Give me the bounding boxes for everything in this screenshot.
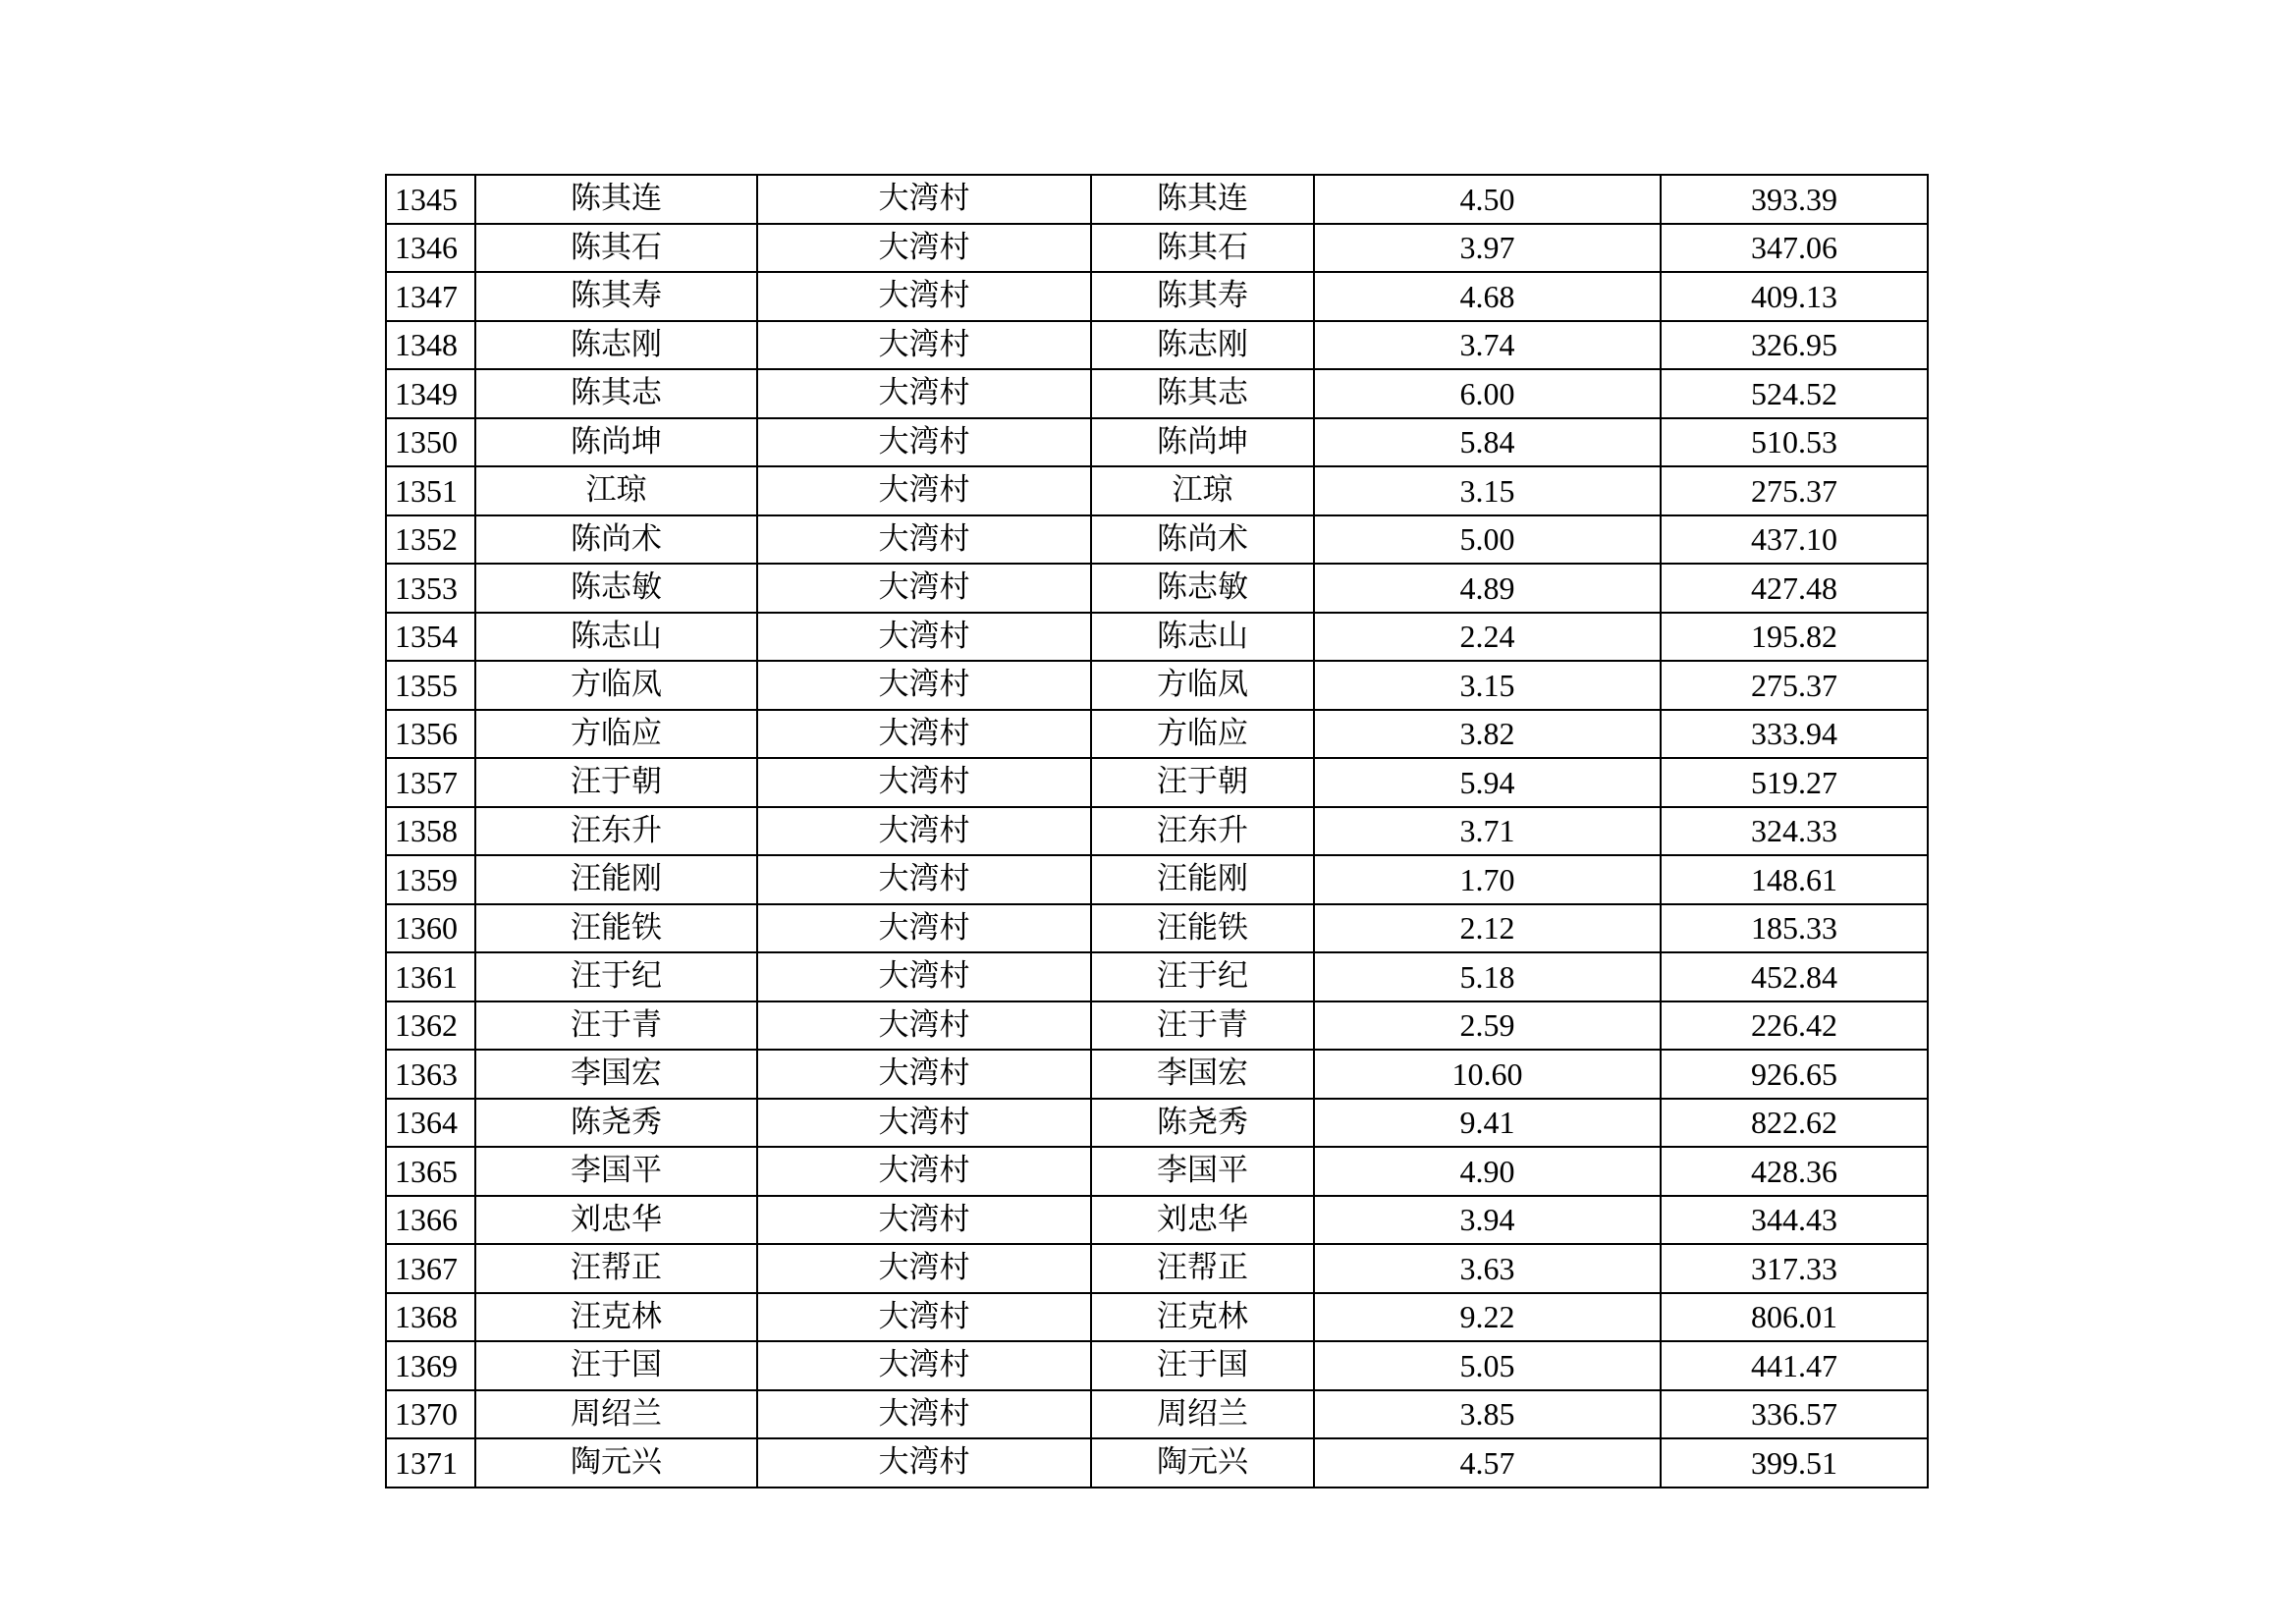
table-row [386,855,1928,904]
amount-cell: 452.84 [1661,952,1928,1001]
amount-cell: 333.94 [1661,710,1928,759]
village-cell: 大湾村 [757,952,1091,1001]
area-cell: 5.94 [1314,758,1661,807]
village-cell: 大湾村 [757,758,1091,807]
table-row [386,710,1928,759]
row-number-cell: 1345 [386,175,475,224]
table-row [386,1099,1928,1148]
name-cell: 陈其寿 [475,272,757,321]
amount-cell: 806.01 [1661,1293,1928,1342]
holder-cell: 方临应 [1091,710,1314,759]
amount-cell: 317.33 [1661,1244,1928,1293]
holder-cell: 陈尧秀 [1091,1099,1314,1148]
row-number-cell: 1363 [386,1050,475,1099]
holder-cell: 汪帮正 [1091,1244,1314,1293]
table-row [386,1147,1928,1196]
row-number-cell: 1369 [386,1341,475,1390]
area-cell: 6.00 [1314,369,1661,418]
row-number-cell: 1359 [386,855,475,904]
row-number-cell: 1366 [386,1196,475,1245]
name-cell: 陈志山 [475,613,757,662]
area-cell: 3.82 [1314,710,1661,759]
table-row [386,418,1928,467]
village-cell: 大湾村 [757,1438,1091,1488]
table-row [386,1341,1928,1390]
name-cell: 汪克林 [475,1293,757,1342]
table-row [386,224,1928,273]
table-row [386,466,1928,515]
name-cell: 陈其石 [475,224,757,273]
table-row [386,904,1928,953]
amount-cell: 347.06 [1661,224,1928,273]
row-number-cell: 1347 [386,272,475,321]
data-table [385,174,1929,1488]
amount-cell: 441.47 [1661,1341,1928,1390]
area-cell: 4.90 [1314,1147,1661,1196]
row-number-cell: 1365 [386,1147,475,1196]
row-number-cell: 1353 [386,564,475,613]
amount-cell: 399.51 [1661,1438,1928,1488]
village-cell: 大湾村 [757,321,1091,370]
amount-cell: 393.39 [1661,175,1928,224]
amount-cell: 326.95 [1661,321,1928,370]
holder-cell: 陈其连 [1091,175,1314,224]
name-cell: 江琼 [475,466,757,515]
row-number-cell: 1360 [386,904,475,953]
row-number-cell: 1371 [386,1438,475,1488]
table-row [386,1438,1928,1488]
village-cell: 大湾村 [757,1293,1091,1342]
table-row [386,1244,1928,1293]
table-row [386,952,1928,1001]
village-cell: 大湾村 [757,1050,1091,1099]
amount-cell: 185.33 [1661,904,1928,953]
holder-cell: 汪于国 [1091,1341,1314,1390]
village-cell: 大湾村 [757,1099,1091,1148]
row-number-cell: 1370 [386,1390,475,1439]
holder-cell: 陈志刚 [1091,321,1314,370]
row-number-cell: 1367 [386,1244,475,1293]
amount-cell: 519.27 [1661,758,1928,807]
row-number-cell: 1354 [386,613,475,662]
amount-cell: 275.37 [1661,661,1928,710]
amount-cell: 428.36 [1661,1147,1928,1196]
area-cell: 9.41 [1314,1099,1661,1148]
name-cell: 汪东升 [475,807,757,856]
area-cell: 3.85 [1314,1390,1661,1439]
area-cell: 4.68 [1314,272,1661,321]
area-cell: 9.22 [1314,1293,1661,1342]
holder-cell: 汪能刚 [1091,855,1314,904]
row-number-cell: 1355 [386,661,475,710]
table-row [386,807,1928,856]
table-row [386,758,1928,807]
amount-cell: 437.10 [1661,515,1928,565]
area-cell: 5.84 [1314,418,1661,467]
amount-cell: 324.33 [1661,807,1928,856]
name-cell: 李国平 [475,1147,757,1196]
village-cell: 大湾村 [757,710,1091,759]
area-cell: 2.24 [1314,613,1661,662]
name-cell: 陈其志 [475,369,757,418]
name-cell: 陈志刚 [475,321,757,370]
holder-cell: 汪于青 [1091,1001,1314,1051]
holder-cell: 汪能铁 [1091,904,1314,953]
row-number-cell: 1362 [386,1001,475,1051]
village-cell: 大湾村 [757,613,1091,662]
name-cell: 陈尚坤 [475,418,757,467]
name-cell: 方临应 [475,710,757,759]
name-cell: 汪帮正 [475,1244,757,1293]
name-cell: 汪能刚 [475,855,757,904]
row-number-cell: 1350 [386,418,475,467]
table-row [386,369,1928,418]
area-cell: 5.18 [1314,952,1661,1001]
name-cell: 方临凤 [475,661,757,710]
village-cell: 大湾村 [757,515,1091,565]
name-cell: 汪于纪 [475,952,757,1001]
area-cell: 5.05 [1314,1341,1661,1390]
table-row [386,1001,1928,1051]
table-row [386,613,1928,662]
area-cell: 2.59 [1314,1001,1661,1051]
amount-cell: 148.61 [1661,855,1928,904]
amount-cell: 226.42 [1661,1001,1928,1051]
name-cell: 汪于朝 [475,758,757,807]
amount-cell: 822.62 [1661,1099,1928,1148]
holder-cell: 方临凤 [1091,661,1314,710]
holder-cell: 李国平 [1091,1147,1314,1196]
amount-cell: 409.13 [1661,272,1928,321]
village-cell: 大湾村 [757,369,1091,418]
area-cell: 1.70 [1314,855,1661,904]
area-cell: 2.12 [1314,904,1661,953]
holder-cell: 汪东升 [1091,807,1314,856]
village-cell: 大湾村 [757,661,1091,710]
holder-cell: 陈其寿 [1091,272,1314,321]
table-row [386,515,1928,565]
area-cell: 4.50 [1314,175,1661,224]
holder-cell: 汪于纪 [1091,952,1314,1001]
area-cell: 4.57 [1314,1438,1661,1488]
village-cell: 大湾村 [757,1196,1091,1245]
village-cell: 大湾村 [757,1341,1091,1390]
amount-cell: 275.37 [1661,466,1928,515]
village-cell: 大湾村 [757,855,1091,904]
name-cell: 陈尧秀 [475,1099,757,1148]
table-row [386,1050,1928,1099]
row-number-cell: 1356 [386,710,475,759]
area-cell: 5.00 [1314,515,1661,565]
holder-cell: 陈尚坤 [1091,418,1314,467]
name-cell: 汪能铁 [475,904,757,953]
row-number-cell: 1364 [386,1099,475,1148]
holder-cell: 陈志山 [1091,613,1314,662]
area-cell: 3.97 [1314,224,1661,273]
name-cell: 汪于国 [475,1341,757,1390]
name-cell: 李国宏 [475,1050,757,1099]
holder-cell: 陈其志 [1091,369,1314,418]
village-cell: 大湾村 [757,1147,1091,1196]
area-cell: 3.63 [1314,1244,1661,1293]
table-row [386,1196,1928,1245]
holder-cell: 陈志敏 [1091,564,1314,613]
name-cell: 陈其连 [475,175,757,224]
table-row [386,1293,1928,1342]
name-cell: 周绍兰 [475,1390,757,1439]
village-cell: 大湾村 [757,904,1091,953]
area-cell: 3.71 [1314,807,1661,856]
holder-cell: 汪于朝 [1091,758,1314,807]
amount-cell: 510.53 [1661,418,1928,467]
village-cell: 大湾村 [757,1390,1091,1439]
amount-cell: 336.57 [1661,1390,1928,1439]
table-row [386,1390,1928,1439]
row-number-cell: 1346 [386,224,475,273]
holder-cell: 刘忠华 [1091,1196,1314,1245]
village-cell: 大湾村 [757,272,1091,321]
amount-cell: 524.52 [1661,369,1928,418]
table-row [386,564,1928,613]
holder-cell: 陈尚术 [1091,515,1314,565]
row-number-cell: 1361 [386,952,475,1001]
row-number-cell: 1351 [386,466,475,515]
area-cell: 3.15 [1314,661,1661,710]
area-cell: 3.15 [1314,466,1661,515]
village-cell: 大湾村 [757,224,1091,273]
row-number-cell: 1358 [386,807,475,856]
table-row [386,661,1928,710]
area-cell: 10.60 [1314,1050,1661,1099]
village-cell: 大湾村 [757,175,1091,224]
name-cell: 汪于青 [475,1001,757,1051]
name-cell: 陈尚术 [475,515,757,565]
row-number-cell: 1368 [386,1293,475,1342]
amount-cell: 195.82 [1661,613,1928,662]
area-cell: 3.94 [1314,1196,1661,1245]
amount-cell: 926.65 [1661,1050,1928,1099]
name-cell: 陶元兴 [475,1438,757,1488]
table-body [386,175,1928,1488]
amount-cell: 427.48 [1661,564,1928,613]
village-cell: 大湾村 [757,1244,1091,1293]
table-row [386,321,1928,370]
village-cell: 大湾村 [757,564,1091,613]
village-cell: 大湾村 [757,807,1091,856]
village-cell: 大湾村 [757,418,1091,467]
table-row [386,272,1928,321]
row-number-cell: 1352 [386,515,475,565]
row-number-cell: 1357 [386,758,475,807]
row-number-cell: 1349 [386,369,475,418]
holder-cell: 陶元兴 [1091,1438,1314,1488]
name-cell: 刘忠华 [475,1196,757,1245]
table-row [386,175,1928,224]
village-cell: 大湾村 [757,1001,1091,1051]
holder-cell: 江琼 [1091,466,1314,515]
row-number-cell: 1348 [386,321,475,370]
village-cell: 大湾村 [757,466,1091,515]
amount-cell: 344.43 [1661,1196,1928,1245]
holder-cell: 周绍兰 [1091,1390,1314,1439]
area-cell: 3.74 [1314,321,1661,370]
holder-cell: 陈其石 [1091,224,1314,273]
name-cell: 陈志敏 [475,564,757,613]
area-cell: 4.89 [1314,564,1661,613]
holder-cell: 汪克林 [1091,1293,1314,1342]
holder-cell: 李国宏 [1091,1050,1314,1099]
